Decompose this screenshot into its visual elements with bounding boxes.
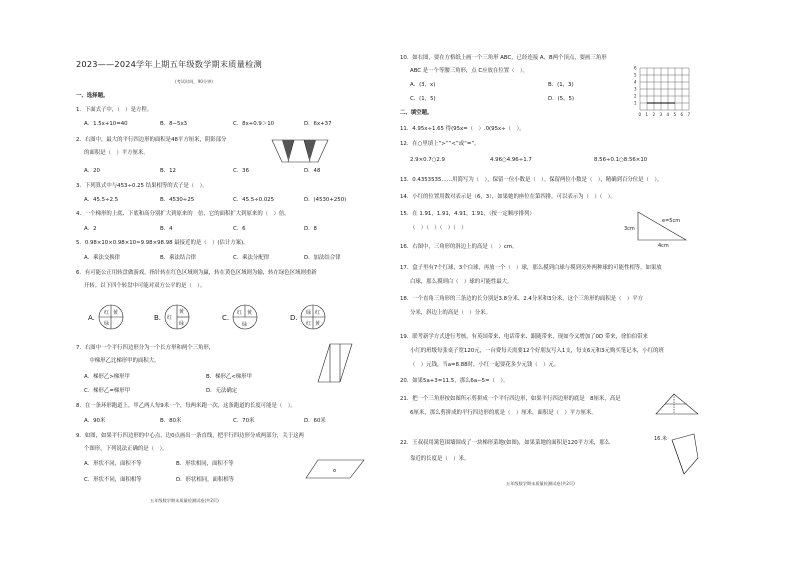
question-13: 13．0.4353535……用简写为（ ），保留一位小数是（ ）。保留两位小数是（ ），精确到百分位是（ ）。 bbox=[400, 177, 663, 183]
q3-option-c: C．45.5÷0.025 bbox=[233, 197, 275, 203]
question-17-line2: 白球，那么摸到白（ ）球的可能性最大。 bbox=[410, 279, 513, 285]
question-5: 5．0.98×10×0.98×10≈9.98×98.98 最接近的是（ ）(估计方案)。 bbox=[76, 240, 249, 246]
question-21-line2: 6厘米，那么剪拼成的平行四边形的底是（ ）厘米，面积是（ ）平方厘米。 bbox=[410, 410, 597, 416]
q9-option-a: A．形状不同，面积不等 bbox=[84, 461, 142, 467]
grid-y-tick: 1 bbox=[634, 100, 637, 106]
q12-compare-2: 4.96○4.96÷1.7 bbox=[490, 157, 532, 163]
grid-x-tick: 4 bbox=[666, 112, 670, 117]
triangle-cut-figure bbox=[654, 392, 700, 416]
q12-compare-3: 8.56÷0.1○8.56×10 bbox=[594, 157, 648, 163]
q10-option-d: D．(5，5) bbox=[548, 96, 574, 102]
question-19-line3: （ ）元钱，当a=8.88时，小红一起要花多少元钱（ ）元。 bbox=[410, 362, 560, 368]
grid-x-tick: 6 bbox=[680, 112, 684, 117]
q5-option-d: D．加法结合律 bbox=[304, 255, 341, 261]
spinner-a-figure bbox=[96, 302, 126, 332]
question-9-line1: 9．如图，如果平行四边形的中心点，边0点画出一条直线，把平行四边形分成两部分，关于这两 bbox=[76, 433, 304, 439]
q4-option-b: B．4 bbox=[160, 226, 173, 232]
question-19-line2: 小红的班级每张桌子宽120元，一台费每天需要12个好朋友写入1支，每支6元和3元购买笔记本，小红的班 bbox=[410, 348, 664, 354]
spinner-b-word-green: 绿 bbox=[179, 321, 185, 327]
section-choice-heading: 一、选择题。 bbox=[76, 93, 109, 99]
question-16: 16．右图中，三角形的斜边上的高是（ ）cm。 bbox=[400, 244, 518, 250]
question-18-line2: 分米，斜边上的高是（ ）分米。 bbox=[410, 310, 491, 316]
parallelogram-trapezoid-figure bbox=[316, 342, 356, 384]
q1-option-b: B．8−5x3 bbox=[160, 121, 188, 127]
question-17-line1: 17．盒子里有7个红球，3个白球，再放一个（ ）球，那么摸到白球与摸到另外两种球的可能性相等，如果放 bbox=[400, 265, 662, 271]
q2-option-a: A．20 bbox=[84, 168, 100, 174]
q1-option-c: C．8x+0.9＞10 bbox=[233, 121, 275, 127]
parallelogram-center-figure bbox=[304, 458, 366, 480]
q3-option-a: A．45.5÷2.5 bbox=[84, 197, 119, 203]
q4-option-d: D．8 bbox=[304, 226, 317, 232]
footer-left: 五年级数学期末质量检测试卷(共2页) bbox=[150, 498, 219, 503]
spinner-c-figure bbox=[230, 302, 260, 332]
coordinate-grid-figure bbox=[632, 60, 696, 118]
question-15-line2: （ ）（ ）（ ）（ ） bbox=[410, 225, 467, 231]
question-6-line2: 开转。以下四个转盘中可能对双方公平的是（ ）。 bbox=[84, 283, 206, 289]
question-21-line1: 21．把一个三角形按如图所示剪拼成一个平行四边形，如果平行四边形的底是 8厘米，高是 bbox=[400, 396, 621, 402]
question-22-line1: 22．王叔叔用篱笆围墙围成了一块梯形菜地(如图)，如果菜地的面积是120平方米，那么 bbox=[400, 440, 611, 446]
q8-option-d: D．60米 bbox=[304, 418, 326, 424]
grid-x-tick: 7 bbox=[687, 112, 691, 117]
grid-x-tick: 0 bbox=[638, 112, 642, 117]
q7-option-b: B．梯形乙<梯形甲 bbox=[206, 374, 252, 380]
question-6-line1: 6．有可能公正用转盘做游戏，指针转在红色区域则为赢，转在黄色区域则为输，转在绿色区域则重新 bbox=[76, 270, 317, 276]
grid-x-tick: 2 bbox=[652, 112, 656, 117]
grid-y-tick: 6 bbox=[634, 65, 637, 71]
footer-right: 五年级数学期末质量检测试卷(共2页) bbox=[506, 481, 575, 486]
q9-option-d: D．形状相同，面积相等 bbox=[176, 477, 235, 483]
q7-option-a: A．梯形乙>梯形甲 bbox=[84, 374, 130, 380]
grid-x-tick: 5 bbox=[673, 112, 677, 117]
grid-x-tick: 3 bbox=[659, 112, 663, 117]
q1-option-a: A．1.5x+10=40 bbox=[84, 121, 128, 127]
q7-option-d: D．无法确定 bbox=[206, 388, 238, 394]
spinner-b-word-red: 红 bbox=[167, 315, 173, 321]
spinner-a-word-yellow: 黄 bbox=[113, 310, 119, 316]
q10-option-a: A．(3，x) bbox=[410, 82, 436, 88]
spinner-b-figure bbox=[162, 302, 192, 332]
grid-y-tick: 5 bbox=[634, 72, 637, 78]
spinner-d-word-red-2: 红 bbox=[306, 321, 312, 327]
question-10-line1: 10．如右图，要在方格纸上画一个三角形 ABC，已经连接 A、B两个顶点，要画三角形 bbox=[400, 55, 607, 61]
spinner-d-figure bbox=[298, 302, 328, 332]
spinner-d-word-green: 绿 bbox=[306, 310, 312, 316]
spinner-c-word-green: 绿 bbox=[242, 322, 248, 328]
q10-option-c: C．(1，5) bbox=[410, 96, 436, 102]
question-2-line1: 2．右图中，最大的平行四边形的面积是48平方厘米，阴影部分 bbox=[76, 137, 227, 143]
right-triangle-figure bbox=[624, 208, 694, 248]
question-8: 8．在一条环形跑道上，甲乙两人每9米一个，每两米跑一次，这条跑道的长度可能是（ ）。 bbox=[76, 403, 296, 409]
question-11: 11．4.95x÷1.65 得(95x=（ ）.0(95x÷（ ）。 bbox=[400, 126, 525, 132]
question-14: 14．小红的位置用数对表示是（6，3），如果她的座位在第四排，可以表示为（ ）（ ）。 bbox=[400, 194, 616, 200]
spinner-a-word-red: 红 bbox=[104, 310, 110, 316]
q4-option-a: A．2 bbox=[84, 226, 97, 232]
q4-option-c: C．6 bbox=[233, 226, 246, 232]
question-15-line1: 15．在 1.9̇1，1.91，4.91̇，1.̇9̇1，（按一定顺序排列） bbox=[400, 211, 535, 217]
spinner-a-word-green: 绿 bbox=[104, 321, 110, 327]
q2-option-d: D．48 bbox=[304, 168, 321, 174]
q3-option-d: D．(4530+250) bbox=[304, 197, 347, 203]
grid-x-tick: 1 bbox=[645, 112, 649, 117]
q9-option-b: B．形状相同，面积不等 bbox=[176, 461, 234, 467]
spinner-c-word-yellow: 黄 bbox=[247, 310, 253, 316]
question-7-line2: 中梯形乙比梯形甲的面积大， bbox=[84, 358, 160, 364]
spinner-b-word-yellow: 黄 bbox=[179, 309, 185, 315]
wall-length-label: 16.米 bbox=[654, 436, 667, 442]
q12-compare-1: 2.9×0.7○2.9 bbox=[410, 157, 445, 163]
section-fill-heading: 二、填空题。 bbox=[400, 110, 433, 116]
page-title: 2023——2024学年上期五年级数学期末质量检测 bbox=[76, 59, 262, 69]
q3-option-b: B．4530÷25 bbox=[160, 197, 195, 203]
trapezoid-garden-figure bbox=[654, 428, 702, 478]
question-18-line1: 18．一个直角三角形的三条边的长分别是3.8分米、2.4分米和3分米，这个三角形的面积是（ ）平方 bbox=[400, 296, 644, 302]
spinner-c-word-red: 红 bbox=[237, 310, 243, 316]
spinner-d-word-yellow: 黄 bbox=[315, 321, 321, 327]
spinner-a-label: A. bbox=[88, 314, 95, 322]
grid-y-tick: 2 bbox=[634, 93, 637, 99]
question-3: 3．下列算式中与453÷0.25 结果相等的式子是（ ）。 bbox=[76, 183, 208, 189]
exam-time-note: (考试时间，90分钟) bbox=[175, 79, 213, 84]
center-point-o: o bbox=[333, 468, 337, 474]
spinner-d-label: D. bbox=[290, 314, 298, 322]
grid-y-tick: 4 bbox=[634, 79, 637, 85]
question-2-line2: 的面积是（ ）平方厘米。 bbox=[84, 150, 149, 156]
spinner-c-label: C. bbox=[222, 314, 230, 322]
q5-option-a: A．乘法交换律 bbox=[84, 255, 121, 261]
q5-option-b: B．乘法结合律 bbox=[160, 255, 197, 261]
q8-option-a: A．90米 bbox=[84, 418, 106, 424]
q9-option-c: C．形状不同，面积相等 bbox=[84, 477, 142, 483]
q2-option-c: C．36 bbox=[233, 168, 250, 174]
spinner-b-label: B. bbox=[154, 314, 162, 322]
question-7-line1: 7．右图中一个平行四边形分为一个长方形和两个三角形， bbox=[76, 345, 215, 351]
q8-option-b: B．80米 bbox=[160, 418, 182, 424]
question-1: 1．下面式子中，（ ）是方程。 bbox=[76, 107, 153, 113]
triangle-side-5cm: e=5cm bbox=[662, 218, 681, 224]
triangle-side-3cm: 3cm bbox=[624, 226, 635, 232]
q8-option-c: C．70米 bbox=[233, 418, 255, 424]
q7-option-c: C．梯形乙=梯形甲 bbox=[84, 388, 131, 394]
parallelogram-shaded-triangles-figure bbox=[270, 138, 330, 164]
question-9-line2: 个图形，下列说法正确的是（ ）。 bbox=[84, 446, 168, 452]
q2-option-b: B．12 bbox=[160, 168, 176, 174]
question-4: 4．一个梯形的上底、下底和高分别扩大到原来的 倍，它的面积扩大到原来的（ ）倍。 bbox=[76, 211, 290, 217]
q1-option-d: D．6x+37 bbox=[304, 121, 332, 127]
q5-option-c: C．乘法分配律 bbox=[233, 255, 270, 261]
question-19-line1: 19．联考新学方式进行考核，有英国带来、电话带来、跟随带来，现如今又增加了0D 带来，徐伯伯带来 bbox=[400, 334, 648, 340]
triangle-side-4cm: 4cm bbox=[658, 243, 669, 249]
question-12: 12．在○里填上“>”“<”或“=”。 bbox=[400, 141, 480, 147]
grid-y-tick: 3 bbox=[634, 86, 637, 92]
spinner-d-word-red: 红 bbox=[315, 310, 321, 316]
question-20: 20．如果5a+3=11.5，那么6a−5=（ ）。 bbox=[400, 378, 509, 384]
question-22-line2: 靠近的长度是（ ）米。 bbox=[410, 456, 470, 462]
q10-option-b: B．(1，3) bbox=[548, 82, 574, 88]
question-10-line2: ABC 是一个等腰三角形，点 C应放在位置（ ）。 bbox=[410, 68, 528, 74]
